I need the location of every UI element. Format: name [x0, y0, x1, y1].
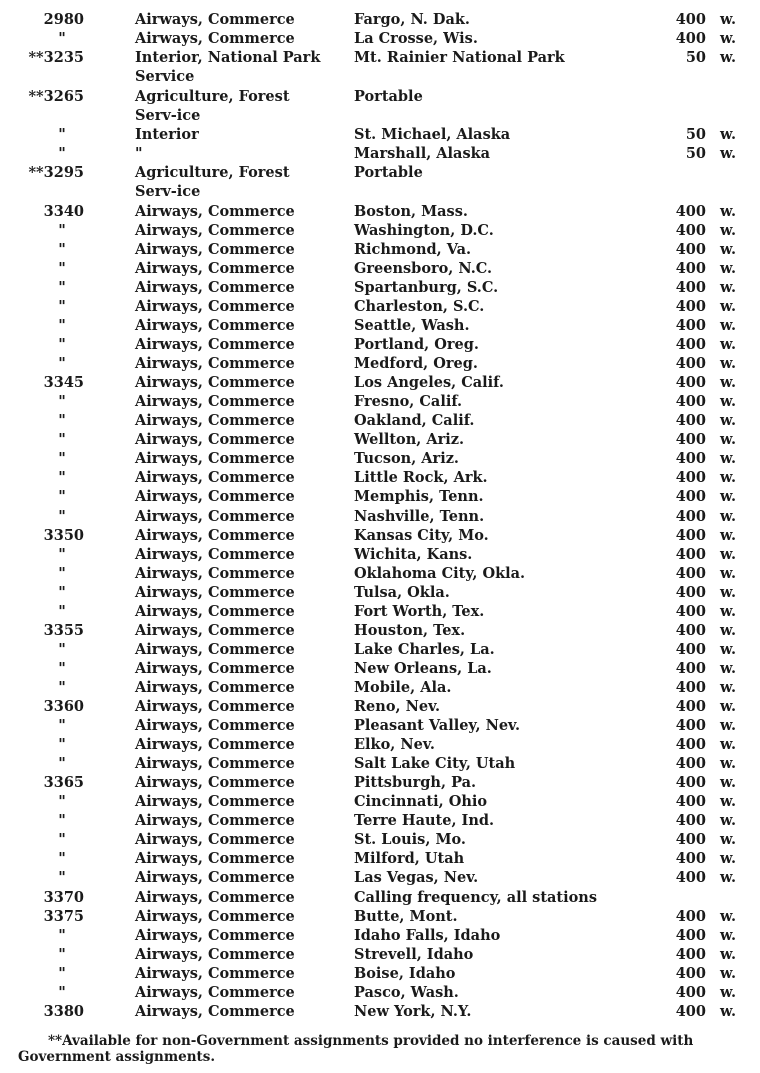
power-cell: 400 — [675, 259, 706, 277]
unit-cell: w. — [720, 983, 737, 1001]
location-cell: Las Vegas, Nev. — [354, 869, 479, 887]
location-cell: Mt. Rainier National Park — [354, 49, 565, 67]
frequency-cell: " — [58, 678, 66, 696]
table-row — [0, 87, 760, 125]
unit-cell: w. — [720, 850, 737, 868]
agency-cell: Airways, Commerce — [135, 488, 295, 506]
power-cell: 400 — [675, 812, 706, 830]
table-row — [0, 945, 760, 964]
table-row — [0, 697, 760, 716]
footnote: **Available for non-Government assignments provided no interference is caused with Government assignments. — [18, 1033, 694, 1065]
frequency-cell: 3375 — [43, 907, 84, 925]
location-cell: Houston, Tex. — [354, 621, 466, 639]
table-row — [0, 144, 760, 163]
agency-cell: Airways, Commerce — [135, 564, 295, 582]
agency-cell: Airways, Commerce — [135, 317, 295, 334]
location-cell: Idaho Falls, Idaho — [354, 926, 501, 944]
location-cell: Pleasant Valley, Nev. — [354, 717, 521, 735]
location-cell: Pittsburgh, Pa. — [354, 774, 477, 792]
location-cell: Calling frequency, all stations — [354, 888, 598, 906]
power-cell: 400 — [675, 564, 706, 582]
frequency-cell: " — [58, 659, 66, 677]
unit-cell: w. — [720, 793, 737, 811]
frequency-cell: " — [58, 545, 66, 563]
table-row — [0, 526, 760, 545]
agency-cell: Interior — [135, 126, 199, 144]
frequency-cell: " — [58, 507, 66, 525]
power-cell: 400 — [675, 850, 706, 868]
power-cell: 400 — [675, 507, 706, 525]
location-cell: Portable — [354, 164, 423, 182]
location-cell: Pasco, Wash. — [354, 983, 459, 1001]
frequency-cell: " — [58, 926, 66, 944]
agency-cell: " — [135, 145, 143, 163]
unit-cell: w. — [720, 659, 737, 677]
unit-cell: w. — [720, 145, 737, 163]
unit-cell: w. — [720, 812, 737, 830]
table-row — [0, 335, 760, 354]
frequency-cell: " — [58, 259, 66, 277]
unit-cell: w. — [720, 926, 737, 944]
table-row — [0, 983, 760, 1002]
agency-cell: Airways, Commerce — [135, 659, 295, 677]
table-row — [0, 48, 760, 86]
frequency-cell: " — [58, 850, 66, 868]
location-cell: Elko, Nev. — [354, 736, 435, 754]
power-cell: 400 — [675, 545, 706, 563]
unit-cell: w. — [720, 488, 737, 506]
location-cell: La Crosse, Wis. — [354, 30, 478, 48]
unit-cell: w. — [720, 678, 737, 696]
frequency-cell: " — [58, 412, 66, 430]
location-cell: Wichita, Kans. — [354, 545, 473, 563]
unit-cell: w. — [720, 450, 737, 468]
unit-cell: w. — [720, 545, 737, 563]
unit-cell: w. — [720, 393, 737, 411]
unit-cell: w. — [720, 907, 737, 925]
unit-cell: w. — [720, 202, 737, 220]
unit-cell: w. — [720, 736, 737, 754]
table-row — [0, 888, 760, 907]
agency-cell: Airways, Commerce — [135, 278, 295, 296]
frequency-cell: " — [58, 317, 66, 334]
frequency-cell: 3370 — [43, 888, 84, 906]
agency-cell: Airways, Commerce — [135, 736, 295, 754]
table-row — [0, 792, 760, 811]
table-row — [0, 507, 760, 526]
power-cell: 400 — [675, 11, 706, 28]
agency-cell: Airways, Commerce — [135, 374, 295, 392]
frequency-cell: " — [58, 30, 66, 48]
power-cell: 400 — [675, 678, 706, 696]
location-cell: Little Rock, Ark. — [354, 469, 488, 487]
unit-cell: w. — [720, 602, 737, 620]
unit-cell: w. — [720, 755, 737, 773]
unit-cell: w. — [720, 412, 737, 430]
location-cell: Tulsa, Okla. — [354, 583, 450, 601]
power-cell: 400 — [675, 526, 706, 544]
frequency-cell: 3350 — [43, 526, 84, 544]
unit-cell: w. — [720, 640, 737, 658]
power-cell: 400 — [675, 907, 706, 925]
table-row — [0, 297, 760, 316]
unit-cell: w. — [720, 49, 737, 67]
location-cell: Oklahoma City, Okla. — [354, 564, 526, 582]
unit-cell: w. — [720, 1002, 737, 1020]
table-row — [0, 221, 760, 240]
table-row — [0, 926, 760, 945]
agency-cell: Airways, Commerce — [135, 621, 295, 639]
frequency-cell: " — [58, 583, 66, 601]
power-cell: 400 — [675, 717, 706, 735]
location-cell: Lake Charles, La. — [354, 640, 495, 658]
agency-cell: Airways, Commerce — [135, 431, 295, 449]
agency-cell: Airways, Commerce — [135, 202, 295, 220]
frequency-cell: **3235 — [28, 49, 84, 67]
agency-cell: Airways, Commerce — [135, 297, 295, 315]
unit-cell: w. — [720, 431, 737, 449]
frequency-cell: " — [58, 145, 66, 163]
table-row — [0, 468, 760, 487]
frequency-cell: " — [58, 297, 66, 315]
frequency-cell: **3295 — [28, 164, 84, 182]
table-row — [0, 278, 760, 297]
unit-cell: w. — [720, 30, 737, 48]
frequency-cell: " — [58, 564, 66, 582]
table-row — [0, 430, 760, 449]
frequency-cell: " — [58, 488, 66, 506]
power-cell: 400 — [675, 831, 706, 849]
agency-cell: Airways, Commerce — [135, 545, 295, 563]
agency-cell: Airways, Commerce — [135, 983, 295, 1001]
table-row — [0, 10, 760, 29]
table-row — [0, 487, 760, 506]
frequency-cell: " — [58, 964, 66, 982]
table-row — [0, 240, 760, 259]
agency-cell: Airways, Commerce — [135, 221, 295, 239]
agency-cell: Airways, Commerce — [135, 640, 295, 658]
frequency-cell: " — [58, 431, 66, 449]
agency-cell: Airways, Commerce — [135, 393, 295, 411]
agency-cell: Airways, Commerce — [135, 945, 295, 963]
location-cell: Spartanburg, S.C. — [354, 278, 499, 296]
location-cell: Marshall, Alaska — [354, 145, 491, 163]
unit-cell: w. — [720, 221, 737, 239]
frequency-cell: 3340 — [43, 202, 84, 220]
unit-cell: w. — [720, 278, 737, 296]
power-cell: 400 — [675, 374, 706, 392]
unit-cell: w. — [720, 240, 737, 258]
table-row — [0, 202, 760, 221]
power-cell: 400 — [675, 926, 706, 944]
unit-cell: w. — [720, 507, 737, 525]
frequency-cell: " — [58, 393, 66, 411]
agency-cell: Interior, National Park Service — [135, 49, 321, 86]
location-cell: Boston, Mass. — [354, 202, 468, 220]
location-cell: Cincinnati, Ohio — [354, 793, 488, 811]
location-cell: Strevell, Idaho — [354, 945, 474, 963]
location-cell: Fargo, N. Dak. — [354, 11, 470, 28]
agency-cell: Airways, Commerce — [135, 888, 295, 906]
power-cell: 400 — [675, 583, 706, 601]
agency-cell: Airways, Commerce — [135, 678, 295, 696]
agency-cell: Airways, Commerce — [135, 774, 295, 792]
location-cell: Memphis, Tenn. — [354, 488, 484, 506]
table-row — [0, 1002, 760, 1021]
power-cell: 400 — [675, 602, 706, 620]
power-cell: 400 — [675, 1002, 706, 1020]
frequency-cell: " — [58, 278, 66, 296]
agency-cell: Airways, Commerce — [135, 30, 295, 48]
table-row — [0, 259, 760, 278]
unit-cell: w. — [720, 698, 737, 715]
agency-cell: Airways, Commerce — [135, 793, 295, 811]
location-cell: St. Louis, Mo. — [354, 831, 466, 849]
power-cell: 400 — [675, 317, 706, 334]
power-cell: 400 — [675, 450, 706, 468]
agency-cell: Airways, Commerce — [135, 602, 295, 620]
location-cell: Terre Haute, Ind. — [354, 812, 495, 830]
power-cell: 400 — [675, 945, 706, 963]
power-cell: 400 — [675, 621, 706, 639]
power-cell: 400 — [675, 297, 706, 315]
power-cell: 400 — [675, 393, 706, 411]
table-row — [0, 849, 760, 868]
table-row — [0, 811, 760, 830]
location-cell: Nashville, Tenn. — [354, 507, 485, 525]
location-cell: Portland, Oreg. — [354, 336, 479, 354]
frequency-cell: **3265 — [28, 87, 84, 105]
frequency-cell: " — [58, 717, 66, 735]
agency-cell: Airways, Commerce — [135, 755, 295, 773]
agency-cell: Airways, Commerce — [135, 259, 295, 277]
location-cell: Mobile, Ala. — [354, 678, 452, 696]
agency-cell: Airways, Commerce — [135, 907, 295, 925]
location-cell: Boise, Idaho — [354, 964, 456, 982]
agency-cell: Agriculture, Forest Serv-ice — [135, 164, 290, 201]
unit-cell: w. — [720, 355, 737, 373]
table-row — [0, 659, 760, 678]
table-row — [0, 640, 760, 659]
power-cell: 400 — [675, 240, 706, 258]
location-cell: Milford, Utah — [354, 850, 465, 868]
unit-cell: w. — [720, 717, 737, 735]
frequency-cell: " — [58, 793, 66, 811]
table-row — [0, 964, 760, 983]
unit-cell: w. — [720, 11, 737, 28]
unit-cell: w. — [720, 621, 737, 639]
unit-cell: w. — [720, 469, 737, 487]
frequency-cell: " — [58, 945, 66, 963]
table-row — [0, 449, 760, 468]
location-cell: Seattle, Wash. — [354, 317, 470, 334]
frequency-cell: " — [58, 831, 66, 849]
agency-cell: Airways, Commerce — [135, 583, 295, 601]
location-cell: Portable — [354, 87, 423, 105]
location-cell: Fresno, Calif. — [354, 393, 463, 411]
frequency-cell: " — [58, 640, 66, 658]
table-row — [0, 392, 760, 411]
power-cell: 400 — [675, 964, 706, 982]
frequency-cell: " — [58, 336, 66, 354]
agency-cell: Airways, Commerce — [135, 926, 295, 944]
unit-cell: w. — [720, 126, 737, 144]
frequency-cell: 3380 — [43, 1002, 84, 1020]
power-cell: 400 — [675, 698, 706, 715]
power-cell: 400 — [675, 412, 706, 430]
location-cell: Washington, D.C. — [354, 221, 494, 239]
table-row — [0, 735, 760, 754]
power-cell: 400 — [675, 202, 706, 220]
table-row — [0, 583, 760, 602]
agency-cell: Airways, Commerce — [135, 869, 295, 887]
table-row — [0, 163, 760, 201]
power-cell: 400 — [675, 659, 706, 677]
table-row — [0, 29, 760, 48]
unit-cell: w. — [720, 526, 737, 544]
unit-cell: w. — [720, 259, 737, 277]
table-row — [0, 373, 760, 392]
frequency-cell: " — [58, 450, 66, 468]
power-cell: 400 — [675, 793, 706, 811]
agency-cell: Airways, Commerce — [135, 507, 295, 525]
location-cell: Wellton, Ariz. — [354, 431, 465, 449]
frequency-cell: " — [58, 355, 66, 373]
agency-cell: Airways, Commerce — [135, 1002, 295, 1020]
location-cell: New York, N.Y. — [354, 1002, 472, 1020]
frequency-cell: " — [58, 869, 66, 887]
frequency-cell: " — [58, 126, 66, 144]
location-cell: Fort Worth, Tex. — [354, 602, 485, 620]
table-row — [0, 621, 760, 640]
unit-cell: w. — [720, 317, 737, 334]
agency-cell: Airways, Commerce — [135, 812, 295, 830]
agency-cell: Airways, Commerce — [135, 450, 295, 468]
power-cell: 50 — [685, 49, 706, 67]
power-cell: 400 — [675, 278, 706, 296]
power-cell: 50 — [685, 126, 706, 144]
table-row — [0, 564, 760, 583]
power-cell: 400 — [675, 336, 706, 354]
power-cell: 400 — [675, 221, 706, 239]
frequency-cell: " — [58, 812, 66, 830]
agency-cell: Airways, Commerce — [135, 717, 295, 735]
frequency-cell: " — [58, 469, 66, 487]
agency-cell: Airways, Commerce — [135, 964, 295, 982]
power-cell: 400 — [675, 469, 706, 487]
frequency-cell: " — [58, 221, 66, 239]
location-cell: Salt Lake City, Utah — [354, 755, 516, 773]
agency-cell: Airways, Commerce — [135, 850, 295, 868]
power-cell: 400 — [675, 983, 706, 1001]
agency-cell: Airways, Commerce — [135, 526, 295, 544]
agency-cell: Airways, Commerce — [135, 11, 295, 28]
power-cell: 400 — [675, 869, 706, 887]
frequency-cell: " — [58, 602, 66, 620]
table-row — [0, 354, 760, 373]
power-cell: 400 — [675, 774, 706, 792]
location-cell: Charleston, S.C. — [354, 297, 485, 315]
location-cell: Kansas City, Mo. — [354, 526, 489, 544]
power-cell: 400 — [675, 640, 706, 658]
location-cell: Reno, Nev. — [354, 698, 441, 715]
agency-cell: Airways, Commerce — [135, 831, 295, 849]
power-cell: 400 — [675, 755, 706, 773]
frequency-cell: " — [58, 755, 66, 773]
location-cell: Oakland, Calif. — [354, 412, 475, 430]
agency-cell: Airways, Commerce — [135, 240, 295, 258]
frequency-cell: 3365 — [43, 774, 84, 792]
location-cell: Richmond, Va. — [354, 240, 472, 258]
table-row — [0, 754, 760, 773]
table-row — [0, 602, 760, 621]
unit-cell: w. — [720, 336, 737, 354]
table-row — [0, 773, 760, 792]
location-cell: Los Angeles, Calif. — [354, 374, 504, 392]
location-cell: St. Michael, Alaska — [354, 126, 511, 144]
power-cell: 400 — [675, 355, 706, 373]
unit-cell: w. — [720, 583, 737, 601]
location-cell: Medford, Oreg. — [354, 355, 478, 373]
table-row — [0, 678, 760, 697]
power-cell: 400 — [675, 431, 706, 449]
table-row — [0, 316, 760, 335]
agency-cell: Airways, Commerce — [135, 698, 295, 715]
frequency-cell: 3355 — [43, 621, 84, 639]
agency-cell: Airways, Commerce — [135, 412, 295, 430]
agency-cell: Airways, Commerce — [135, 336, 295, 354]
unit-cell: w. — [720, 297, 737, 315]
unit-cell: w. — [720, 774, 737, 792]
power-cell: 400 — [675, 736, 706, 754]
location-cell: Greensboro, N.C. — [354, 259, 493, 277]
power-cell: 50 — [685, 145, 706, 163]
table-row — [0, 868, 760, 887]
agency-cell: Agriculture, Forest Serv-ice — [135, 87, 290, 124]
table-row — [0, 125, 760, 144]
table-row — [0, 411, 760, 430]
unit-cell: w. — [720, 945, 737, 963]
agency-cell: Airways, Commerce — [135, 355, 295, 373]
location-cell: Tucson, Ariz. — [354, 450, 459, 468]
location-cell: Butte, Mont. — [354, 907, 458, 925]
frequency-cell: 3345 — [43, 374, 84, 392]
frequency-cell: " — [58, 240, 66, 258]
table-row — [0, 907, 760, 926]
unit-cell: w. — [720, 869, 737, 887]
frequency-cell: 3360 — [43, 698, 84, 715]
table-row — [0, 545, 760, 564]
agency-cell: Airways, Commerce — [135, 469, 295, 487]
power-cell: 400 — [675, 30, 706, 48]
unit-cell: w. — [720, 964, 737, 982]
table-row — [0, 830, 760, 849]
unit-cell: w. — [720, 831, 737, 849]
unit-cell: w. — [720, 374, 737, 392]
power-cell: 400 — [675, 488, 706, 506]
unit-cell: w. — [720, 564, 737, 582]
frequency-cell: " — [58, 736, 66, 754]
frequency-cell: " — [58, 983, 66, 1001]
frequency-cell: 2980 — [43, 11, 84, 28]
table-row — [0, 716, 760, 735]
location-cell: New Orleans, La. — [354, 659, 492, 677]
